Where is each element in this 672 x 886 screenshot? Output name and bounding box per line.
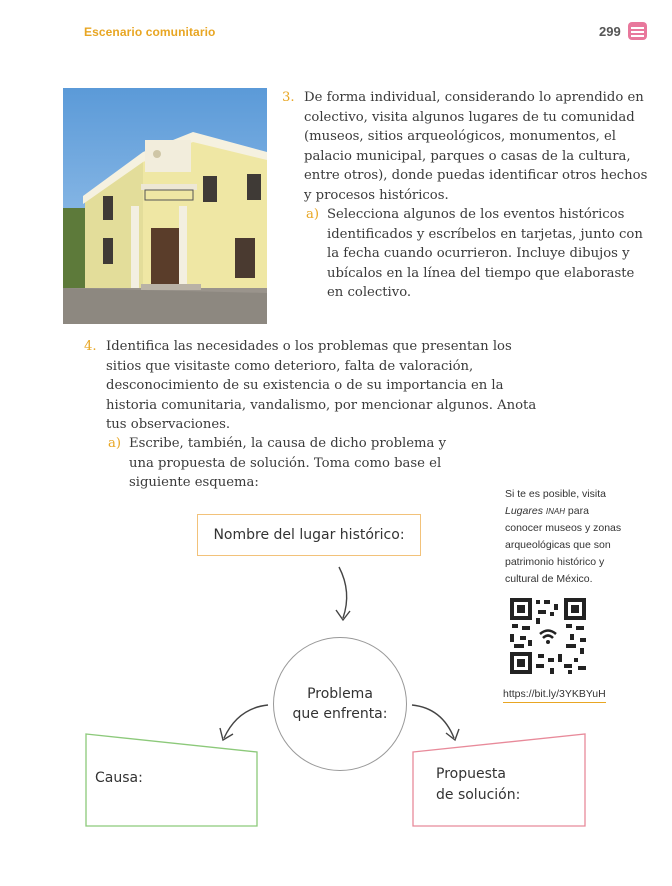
solution-label-line2: de solución: <box>436 787 521 803</box>
place-name-box: Nombre del lugar histórico: <box>197 514 421 556</box>
historic-building-photo <box>63 88 267 324</box>
solution-box-label <box>436 764 520 806</box>
side-note-intro: Si te es posible, visita <box>505 488 606 500</box>
sub-item-letter: a) <box>108 436 122 451</box>
item-number: 4. <box>84 339 97 354</box>
item-text: De forma individual, considerando lo aprendido en colectivo, visita algunos lugares de tu comunidad (museos, sitios arqueológicos, monumentos, el palacio municipal, parques o casas de la cultura, entre otros), donde puedas identificar otros hechos y procesos históricos. <box>304 90 648 203</box>
problem-label-line2: que enfrenta: <box>292 706 388 722</box>
problem-label-line1: Problema <box>307 686 373 702</box>
page-number: 299 <box>599 24 621 39</box>
side-note <box>505 486 625 588</box>
solution-label-line1: Propuesta <box>436 766 506 782</box>
book-icon <box>628 22 647 40</box>
sub-item-letter: a) <box>306 207 320 222</box>
cause-box-label: Causa: <box>95 770 143 786</box>
sub-item-text: Escribe, también, la causa de dicho problema y una propuesta de solución. Toma como base el siguiente esquema: <box>129 436 447 490</box>
item-text: Identifica las necesidades o los problemas que presentan los sitios que visitaste como deterioro, falta de valoración, desconocimiento de su existencia o de su importancia en la historia comunitaria, vandalismo, por mencionar algunos. Anota tus observaciones. <box>106 339 537 432</box>
qr-code-icon[interactable] <box>510 598 586 674</box>
problem-circle <box>273 637 407 771</box>
side-note-body: para conocer museos y zonas arqueológicas que son patrimonio histórico y cultural de México. <box>505 505 622 585</box>
resource-link[interactable]: https://bit.ly/3YKBYuH <box>503 688 606 703</box>
item-number: 3. <box>282 90 295 105</box>
inah-link-suffix: INAH <box>545 507 565 516</box>
inah-link-name: Lugares <box>505 505 543 517</box>
section-title: Escenario comunitario <box>84 25 216 39</box>
sub-item-text: Selecciona algunos de los eventos históricos identificados y escríbelos en tarjetas, junto con la fecha cuando ocurrieron. Incluye dibujos y ubícalos en la línea del tiempo que elaboraste en colectivo. <box>327 207 643 300</box>
